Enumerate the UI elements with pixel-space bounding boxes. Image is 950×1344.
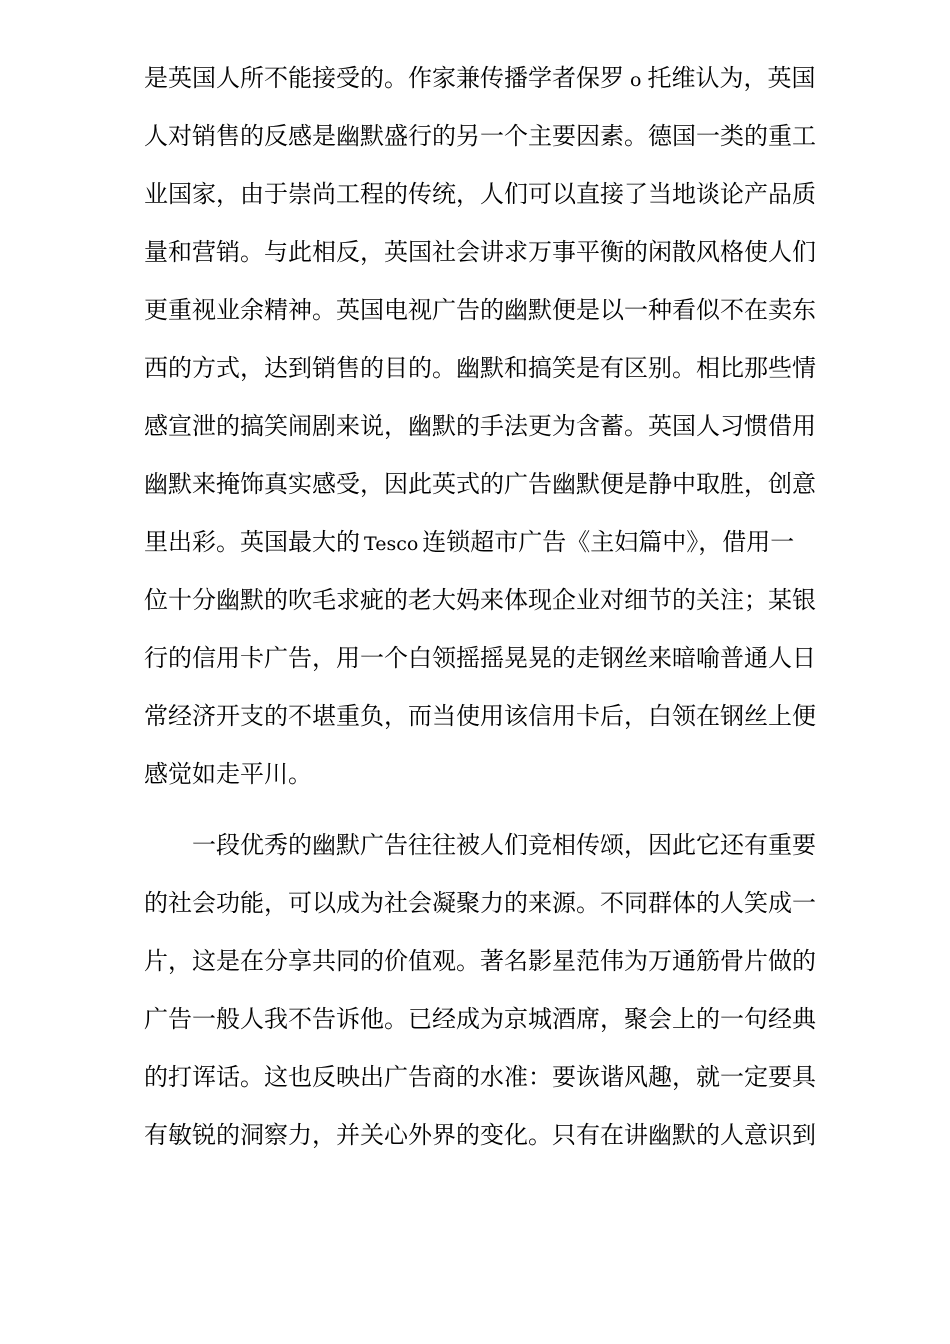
text-line: 的打诨话。这也反映出广告商的水准：要诙谐风趣，就一定要具 [144,1063,816,1091]
text-line [144,63,815,93]
text-segment: 是英国人所不能接受的。作家兼传播学者保罗 [144,64,624,92]
text-line: 有敏锐的洞察力，并关心外界的变化。只有在讲幽默的人意识到 [144,1121,816,1149]
text-line: 人对销售的反感是幽默盛行的另一个主要因素。德国一类的重工 [144,122,816,150]
text-line: 更重视业余精神。英国电视广告的幽默便是以一种看似不在卖东 [144,296,816,324]
text-segment: 里出彩。英国最大的 [144,528,360,556]
text-line: 量和营销。与此相反，英国社会讲求万事平衡的闲散风格使人们 [144,238,816,266]
text-line: 位十分幽默的吹毛求疵的老大妈来体现企业对细节的关注；某银 [144,586,816,614]
text-line: 广告一般人我不告诉他。已经成为京城酒席，聚会上的一句经典 [144,1005,816,1033]
text-line: 行的信用卡广告，用一个白领摇摇晃晃的走钢丝来暗喻普通人日 [144,644,816,672]
latin-text: Tesco [364,533,419,555]
text-line: 感宣泄的搞笑闹剧来说，幽默的手法更为含蓄。英国人习惯借用 [144,412,816,440]
text-line: 常经济开支的不堪重负，而当使用该信用卡后，白领在钢丝上便 [144,702,816,730]
latin-text: o [630,69,642,91]
text-line: 感觉如走平川。 [144,760,312,788]
text-line: 片，这是在分享共同的价值观。著名影星范伟为万通筋骨片做的 [144,947,816,975]
text-line: 的社会功能，可以成为社会凝聚力的来源。不同群体的人笑成一 [144,889,816,917]
text-line [144,527,794,557]
text-line: 西的方式，达到销售的目的。幽默和搞笑是有区别。相比那些情 [144,354,816,382]
text-line: 业国家，由于崇尚工程的传统，人们可以直接了当地谈论产品质 [144,180,816,208]
text-line: 幽默来掩饰真实感受，因此英式的广告幽默便是静中取胜，创意 [144,470,816,498]
text-line: 一段优秀的幽默广告往往被人们竞相传颂，因此它还有重要 [192,831,816,859]
text-segment: 托维认为，英国 [647,64,816,92]
text-segment: 连锁超市广告《主妇篇中》，借用一 [422,528,795,556]
